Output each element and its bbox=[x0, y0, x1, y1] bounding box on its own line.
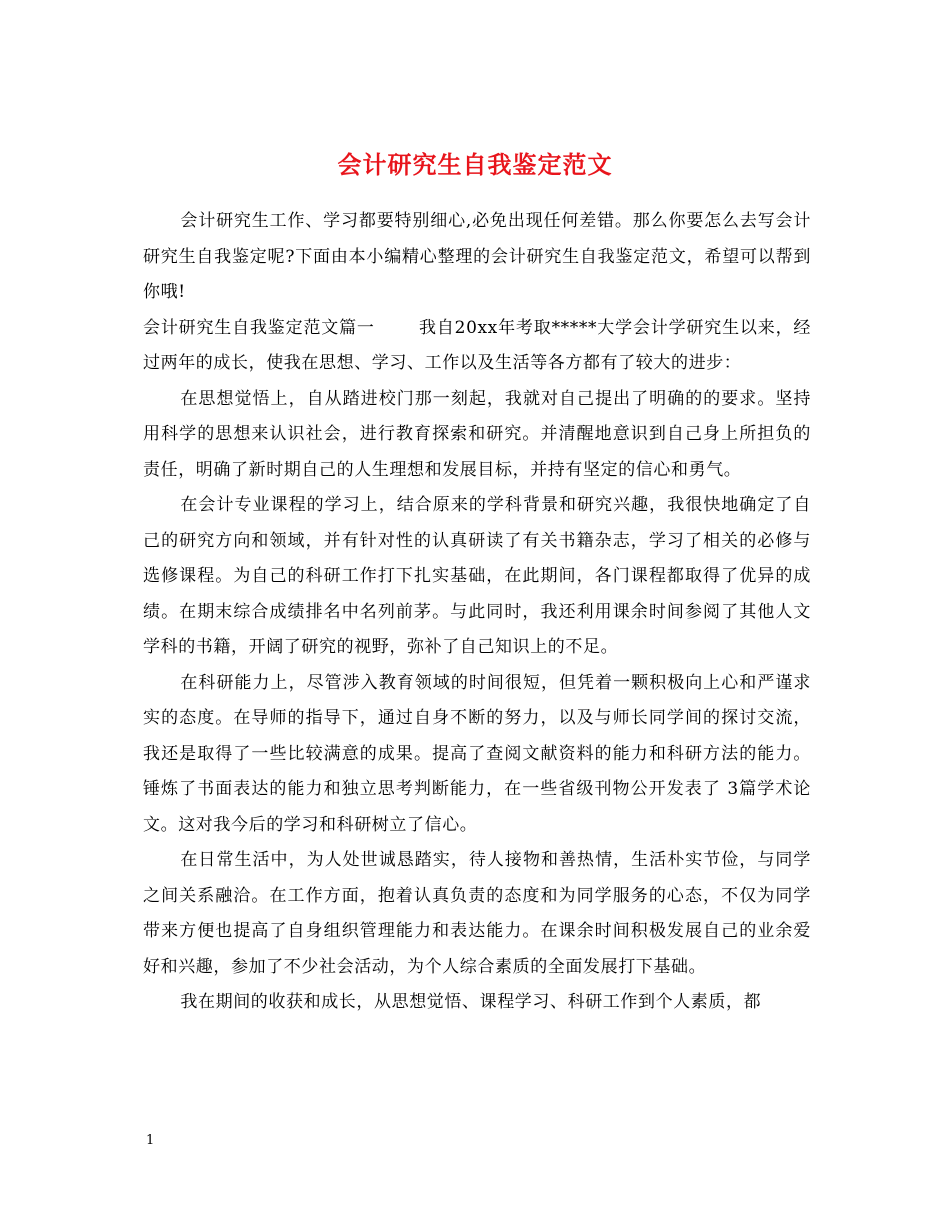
intro-paragraph: 会计研究生工作、学习都要特别细心,必免出现任何差错。那么你要怎么去写会计研究生自我鉴定呢?下面由本小编精心整理的会计研究生自我鉴定范文，希望可以帮到你哦! bbox=[143, 211, 811, 302]
paragraph-summary: 我在期间的收获和成长，从思想觉悟、课程学习、科研工作到个人素质，都 bbox=[180, 992, 762, 1012]
paragraph-daily-life: 在日常生活中，为人处世诚恳踏实，待人接物和善热情，生活朴实节俭，与同学之间关系融洽。在工作方面，抱着认真负责的态度和为同学服务的心态，不仅为同学带来方便也提高了自身组织管理能力和表达能力。在课余时间积极发展自己的业余爱好和兴趣，参加了不少社会活动，为个人综合素质的全面发展打下基础。 bbox=[143, 850, 811, 977]
section-lead: 我自20xx年考取*****大学会计学研究生以来，经过两年的成长，使我在思想、学习、工作以及生活等各方都有了较大的进步： bbox=[143, 317, 811, 373]
paragraph-ideology: 在思想觉悟上，自从踏进校门那一刻起，我就对自己提出了明确的的要求。坚持用科学的思想来认识社会，进行教育探索和研究。并清醒地意识到自己身上所担负的责任，明确了新时期自己的人生理想和发展目标，并持有坚定的信心和勇气。 bbox=[143, 388, 811, 480]
section-heading: 会计研究生自我鉴定范文篇一 bbox=[143, 317, 375, 338]
paragraph-research: 在科研能力上，尽管涉入教育领域的时间很短，但凭着一颗积极向上心和严谨求实的态度。在导师的指导下，通过自身不断的努力，以及与师长同学间的探讨交流，我还是取得了一些比较满意的成果。提高了查阅文献资料的能力和科研方法的能力。锤炼了书面表达的能力和独立思考判断能力，在一些省级刊物公开发表了 3篇学术论文。这对我今后的学习和科研树立了信心。 bbox=[143, 672, 811, 835]
document-body bbox=[143, 204, 811, 1021]
page-number: 1 bbox=[146, 1133, 155, 1148]
paragraph-coursework: 在会计专业课程的学习上，结合原来的学科背景和研究兴趣，我很快地确定了自己的研究方向和领域，并有针对性的认真研读了有关书籍杂志，学习了相关的必修与选修课程。为自己的科研工作打下扎实基础，在此期间，各门课程都取得了优异的成绩。在期末综合成绩排名中名列前茅。与此同时，我还利用课余时间参阅了其他人文学科的书籍，开阔了研究的视野，弥补了自己知识上的不足。 bbox=[143, 495, 811, 657]
section-paragraph bbox=[143, 311, 811, 382]
document-title: 会计研究生自我鉴定范文 bbox=[337, 150, 613, 180]
